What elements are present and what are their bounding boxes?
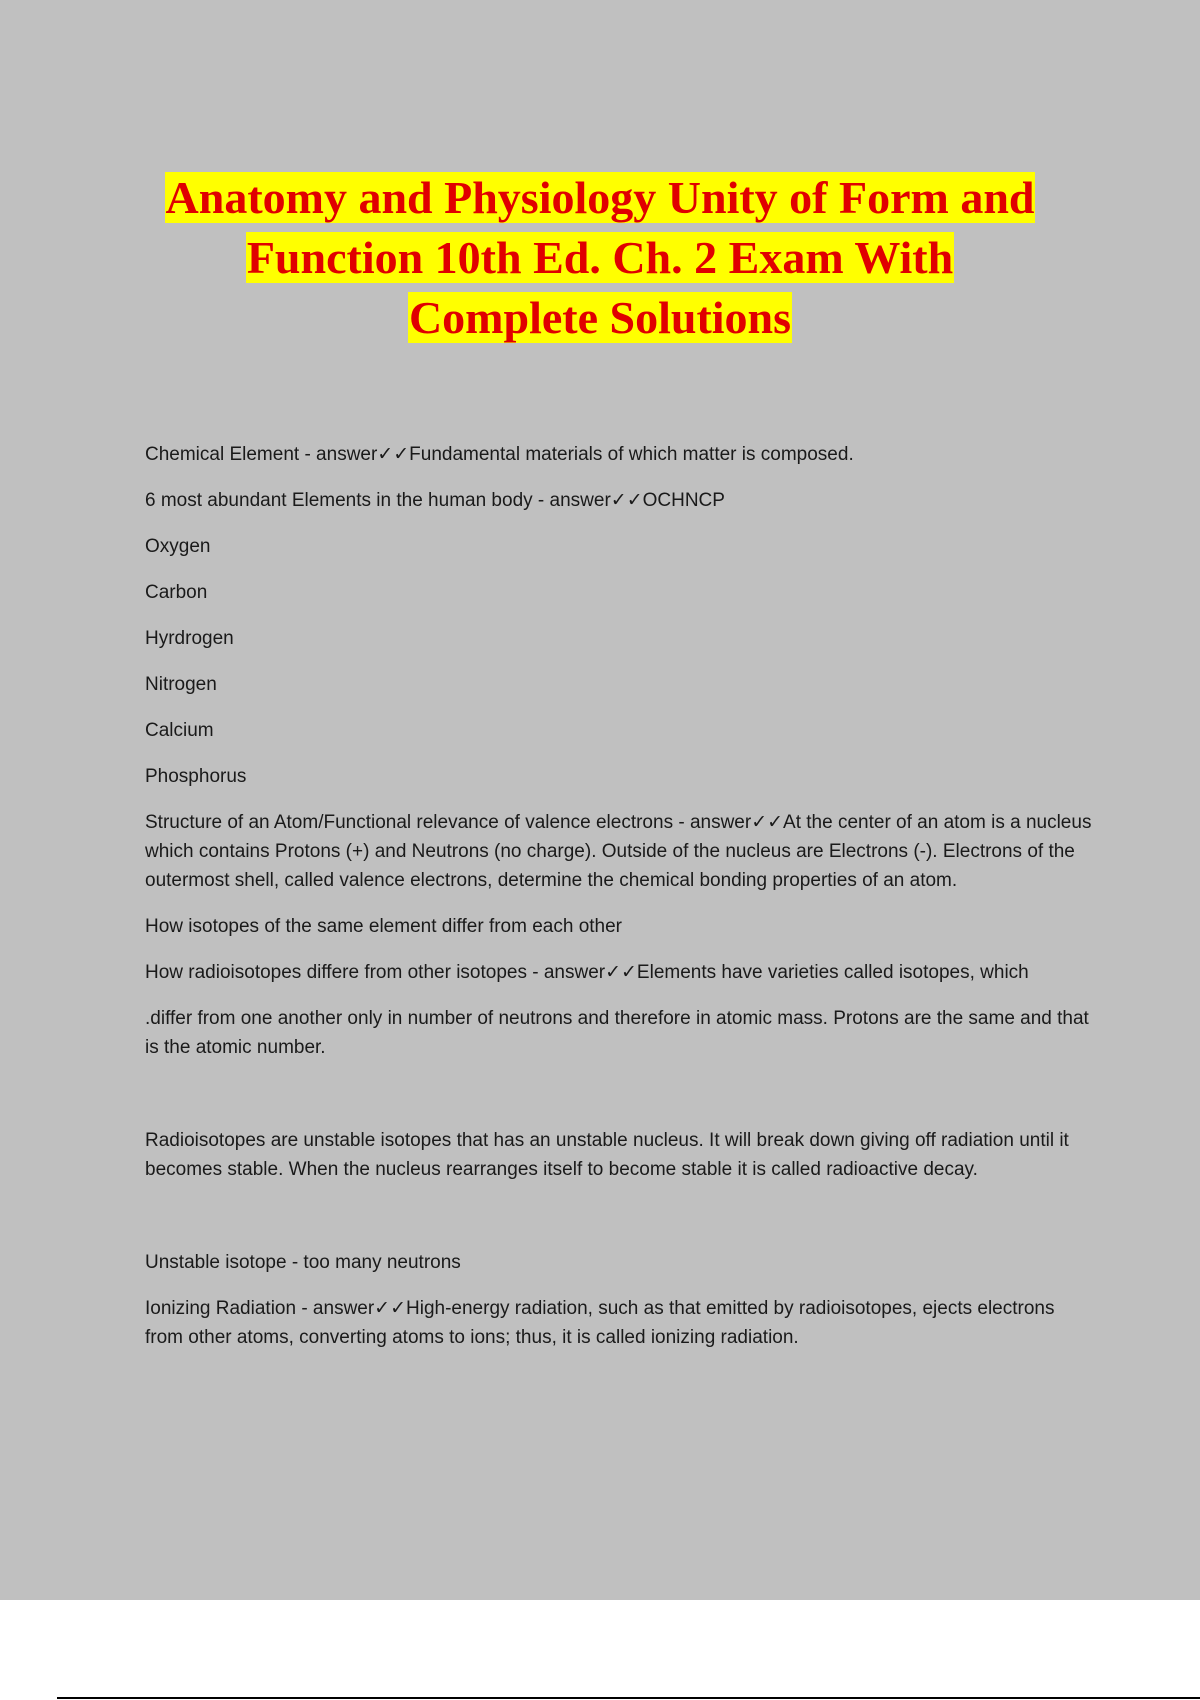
document-body (145, 440, 1095, 1369)
title-line-2: Function 10th Ed. Ch. 2 Exam With (246, 232, 954, 283)
paragraph-unstable-isotope: Unstable isotope - too many neutrons (145, 1252, 461, 1273)
title-line-1: Anatomy and Physiology Unity of Form and (165, 172, 1035, 223)
list-item-calcium: Calcium (145, 720, 214, 741)
paragraph-atom-structure: Structure of an Atom/Functional relevance of valence electrons - answer✓✓At the center of an atom is a nucleus which contains Protons (+) and Neutrons (no charge). Outside of the nucleus are Electrons (-). Electrons of the outermost shell, called valence electrons, determine the chemical bonding properties of an atom. (145, 812, 1092, 891)
paragraph-isotopes-differ: How isotopes of the same element differ from each other (145, 916, 623, 937)
paragraph-chemical-element: Chemical Element - answer✓✓Fundamental materials of which matter is composed. (145, 444, 854, 465)
list-item-hydrogen: Hyrdrogen (145, 628, 234, 649)
document-title (100, 168, 1100, 348)
title-line-3: Complete Solutions (408, 292, 792, 343)
list-item-nitrogen: Nitrogen (145, 674, 217, 695)
paragraph-radioisotopes-differ: How radioisotopes differe from other isotopes - answer✓✓Elements have varieties called isotopes, which (145, 962, 1029, 983)
list-item-oxygen: Oxygen (145, 536, 211, 557)
paragraph-ionizing-radiation: Ionizing Radiation - answer✓✓High-energy radiation, such as that emitted by radioisotopes, ejects electrons from other atoms, converting atoms to ions; thus, it is called ionizing radiation. (145, 1298, 1055, 1348)
footer-divider (57, 1697, 1200, 1699)
paragraph-radioisotopes-unstable: Radioisotopes are unstable isotopes that has an unstable nucleus. It will break down giving off radiation until it becomes stable. When the nucleus rearranges itself to become stable it is called radioactive decay. (145, 1130, 1069, 1180)
paragraph-neutrons-mass: .differ from one another only in number of neutrons and therefore in atomic mass. Protons are the same and that is the atomic number. (145, 1008, 1089, 1058)
list-item-carbon: Carbon (145, 582, 208, 603)
list-item-phosphorus: Phosphorus (145, 766, 247, 787)
paragraph-abundant-elements: 6 most abundant Elements in the human body - answer✓✓OCHNCP (145, 490, 725, 511)
